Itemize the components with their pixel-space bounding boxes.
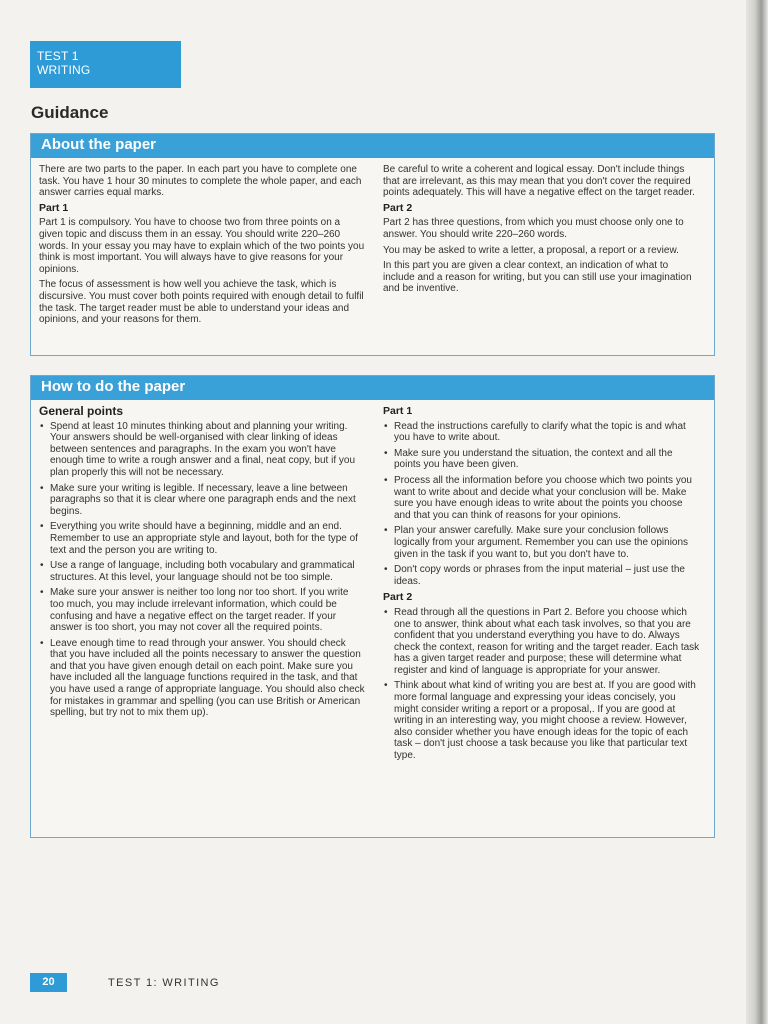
list-item: • Everything you write should have a beginning, middle and an end. Remember to use an appropriate style and layout, both for the type of text and the person you are writing to.: [40, 521, 358, 556]
bullet-icon: •: [40, 587, 44, 599]
list-item: • Make sure your answer is neither too long nor too short. If you write too much, you may include irrelevant information, which could be confusing and have a negative effect on the target reader. If your answer is too short, you may not cover all the required points.: [40, 587, 349, 634]
about-part1-p2: The focus of assessment is how well you achieve the task, which is discursive. You must cover both points required with enough detail to fulfil the task. The target reader must be able to understand your ideas and opinions, and your reasons for them.: [39, 279, 364, 326]
bullet-icon: •: [40, 560, 44, 572]
guidance-heading: Guidance: [31, 103, 109, 122]
about-right-p1: Be careful to write a coherent and logical essay. Don't include things that are irrelevant, as this may mean that you don't cover the required points adequately. This will have a negative effect on the target reader.: [383, 164, 695, 199]
list-item: • Think about what kind of writing you are best at. If you are good with more formal language and expressing your ideas concisely, you might consider writing a report or a proposal,. If you are good at writing in an interesting way, you might choose a review. However, also consider whether you have enough ideas for the topic of each task – don't just choose a task because you like that particular text type.: [384, 680, 696, 762]
list-item: • Read the instructions carefully to clarify what the topic is and what you have to write about.: [384, 420, 686, 444]
how-left-column: [39, 406, 365, 767]
page-number: 20: [30, 973, 67, 992]
general-points-list: [39, 421, 365, 719]
how-paper-box: [30, 375, 715, 838]
how-paper-title: How to do the paper: [31, 376, 714, 400]
how-part1-heading: Part 1: [383, 405, 413, 417]
bullet-icon: •: [40, 482, 44, 494]
list-item: • Read through all the questions in Part 2. Before you choose which one to answer, think about what each task involves, so that you are confident that you understand everything you have to do. Always check the context, reason for writing and the target reader. Each task has a given target reader and purpose; these will determine what register and kind of language is appropriate for your answer.: [384, 606, 700, 676]
how-part2-heading: Part 2: [383, 591, 413, 604]
bullet-icon: •: [40, 420, 44, 432]
bullet-icon: •: [40, 521, 44, 533]
list-item: • Don't copy words or phrases from the input material – just use the ideas.: [384, 564, 685, 587]
bullet-icon: •: [384, 680, 388, 692]
part2-list: [383, 607, 701, 762]
test-label-line2: WRITING: [37, 63, 91, 77]
test-label: [30, 41, 181, 88]
about-part2-p3: In this part you are given a clear context, an indication of what to include and a reason for writing, but you can still use your imagination and be inventive.: [383, 260, 692, 295]
list-item: • Plan your answer carefully. Make sure your conclusion follows logically from your argument. Remember you can use the opinions given in the task if you want to, but you don't have to.: [384, 525, 689, 560]
bullet-icon: •: [384, 606, 388, 618]
how-right-column: [383, 406, 701, 767]
general-points-heading: General points: [39, 404, 124, 418]
list-item: • Spend at least 10 minutes thinking about and planning your writing. Your answers should be well-organised with clear linking of ideas between sentences and paragraphs. In the exam you won't have enough time to write a rough answer and a final, neat copy, but if you plan properly this will not be necessary.: [40, 420, 355, 478]
bullet-icon: •: [384, 474, 388, 486]
list-item: • Make sure your writing is legible. If necessary, leave a line between paragraphs so that it is clear where one paragraph ends and the next begins.: [40, 482, 356, 517]
about-part2-p2: You may be asked to write a letter, a proposal, a report or a review.: [383, 244, 679, 256]
bullet-icon: •: [384, 420, 388, 432]
bullet-icon: •: [40, 637, 44, 649]
page-edge: [746, 0, 768, 1024]
about-left-column: [39, 164, 365, 330]
list-item: • Leave enough time to read through your answer. You should check that you have included all the points necessary to answer the question and that you have given enough detail on each point. Make sure you have included all the language functions required in the task, and that you have used a range of appropriate language. You should also check for mistakes in grammar and spelling (you can use British or American spelling, but try not to mix them up).: [40, 637, 365, 719]
bullet-icon: •: [384, 525, 388, 537]
list-item: • Process all the information before you choose which two points you want to write about and decide what your conclusion will be. Make sure you have enough ideas to write about the points you choose and that you can think of reasons for your opinions.: [384, 474, 692, 521]
about-part2-heading: Part 2: [383, 201, 413, 214]
bullet-icon: •: [384, 447, 388, 459]
about-right-column: [383, 164, 701, 330]
test-label-line1: TEST 1: [37, 49, 79, 63]
about-paper-box: [30, 133, 715, 356]
about-part2-p1: Part 2 has three questions, from which you must choose only one to answer. You should write 220–260 words.: [383, 217, 684, 240]
list-item: • Make sure you understand the situation, the context and all the points you have been given.: [384, 447, 673, 471]
part1-list: [383, 421, 701, 588]
about-paper-title: About the paper: [31, 134, 714, 158]
about-part1-p1: Part 1 is compulsory. You have to choose two from three points on a given topic and discuss them in an essay. You should write 220–260 words. In your essay you may have to explain which of the two points you think is most important. You will always have to give reasons for your opinions.: [39, 217, 365, 275]
about-intro: There are two parts to the paper. In each part you have to complete one task. You have 1 hour 30 minutes to complete the whole paper, and each answer carries equal marks.: [39, 164, 362, 199]
list-item: • Use a range of language, including both vocabulary and grammatical structures. At this level, your language should not be too simple.: [40, 560, 355, 583]
footer-title: TEST 1: WRITING: [108, 977, 220, 989]
bullet-icon: •: [384, 564, 388, 576]
about-part1-heading: Part 1: [39, 201, 69, 214]
